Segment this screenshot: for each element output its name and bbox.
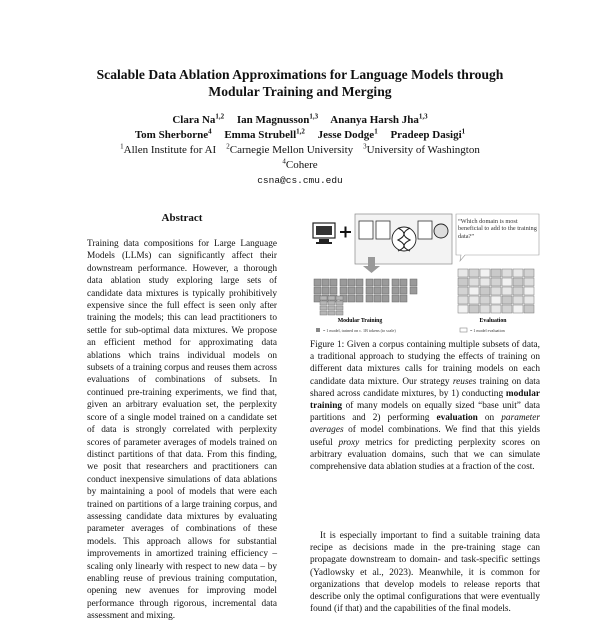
model-block <box>392 287 399 294</box>
evaluation-cell <box>491 305 501 313</box>
chart-icon <box>376 221 390 239</box>
evaluation-cell <box>469 296 479 304</box>
author-email[interactable]: csna@cs.cmu.edu <box>257 175 343 186</box>
model-block <box>400 287 407 294</box>
affiliation-row-2 <box>60 158 540 173</box>
book-icon <box>359 221 373 239</box>
caption-bold-modular: modular training <box>310 388 540 412</box>
model-block <box>314 279 321 286</box>
author-row-2 <box>60 128 540 143</box>
author-sup: 1,3 <box>418 112 428 121</box>
model-block <box>392 295 399 302</box>
caption-bold-evaluation: evaluation <box>436 413 478 424</box>
affiliation-sup: 2 <box>226 142 230 151</box>
affiliation-sup: 4 <box>282 157 286 166</box>
model-block <box>336 306 343 310</box>
affiliation-sup: 1 <box>120 142 124 151</box>
model-block <box>336 296 343 300</box>
caption-emph-proxy: proxy <box>338 437 360 448</box>
evaluation-cell <box>480 287 490 295</box>
figure-caption <box>310 339 540 473</box>
model-block <box>356 287 363 294</box>
author-name: Emma Strubell <box>224 129 297 141</box>
author-block <box>60 113 540 188</box>
model-block <box>374 295 381 302</box>
author-row-1 <box>60 113 540 128</box>
evaluation-cell <box>502 305 512 313</box>
model-block <box>320 306 327 310</box>
evaluation-cell <box>458 287 468 295</box>
label-modular-training: Modular Training <box>337 318 383 324</box>
model-block <box>382 295 389 302</box>
model-block <box>356 279 363 286</box>
speech-bubble <box>456 214 539 261</box>
evaluation-cell <box>502 269 512 277</box>
model-block <box>328 311 335 315</box>
evaluation-cell <box>458 269 468 277</box>
evaluation-cell <box>458 278 468 286</box>
model-block <box>356 295 363 302</box>
evaluation-cell <box>491 296 501 304</box>
model-block <box>410 287 417 294</box>
abstract-text: Training data compositions for Large Language Models (LLMs) can significantly affect their downstream performance. However, a thorough data ablation study exploring large sets of candidate data mixtures is typically prohibitively expensive since the full effect is seen only after training the models; this can lead practitioners to settle for sub-optimal data mixtures. We propose an efficient method for approximating data ablations which trains individual models on subsets of a training corpus and reuses them across evaluations of combinations of subsets. In continued pre-training experiments, we find that, given an arbitrary evaluation set, the perplexity score of a single model trained on a candidate set of data is strongly correlated with perplexity scores of parameter averages of models trained on distinct partitions of that data. From this finding, we posit that researchers and practitioners can conduct inexpensive simulations of data ablations by maintaining a pool of models that were each trained on partitions of a large training corpus, and assessing candidate data mixtures by evaluating parameter averages of combinations of these models. This approach allows for substantial improvements in amortized training efficiency – scaling only linearly with respect to new data – by enabling reuse of previous training computation, opening new avenues for improving model performance through rigorous, incremental data assessment and mixing. <box>87 239 277 622</box>
author-name: Tom Sherborne <box>134 129 209 141</box>
model-block <box>320 301 327 305</box>
model-block <box>320 296 327 300</box>
author-sup: 1 <box>374 127 378 136</box>
legend-eval-text: = 1 model evaluation <box>470 328 505 333</box>
model-block <box>322 287 329 294</box>
model-block <box>382 287 389 294</box>
evaluation-cell <box>480 305 490 313</box>
model-block <box>320 311 327 315</box>
caption-part: on <box>477 413 502 424</box>
caption-part: of model combinations. We find that this yields useful <box>310 425 540 448</box>
model-block <box>314 287 321 294</box>
caption-part: of many models on equally sized “base unit” data partitions and 2) performing <box>310 401 540 424</box>
affiliation: University of Washington <box>366 144 480 156</box>
modular-training-grid <box>314 279 417 315</box>
caption-part: metrics for predicting perplexity scores on arbitrary evaluation domains, such that we can simulate comprehensive data ablation studies at a fraction of the cost. <box>310 437 540 473</box>
model-block <box>340 287 347 294</box>
model-block <box>374 287 381 294</box>
title-line-2: Modular Training and Merging <box>208 84 392 99</box>
author-sup: 1,2 <box>296 127 305 136</box>
affiliation: Allen Institute for AI <box>123 144 217 156</box>
model-block <box>330 279 337 286</box>
model-block <box>392 279 399 286</box>
evaluation-cell <box>502 296 512 304</box>
corpus-icon <box>313 223 335 244</box>
model-block <box>348 279 355 286</box>
affiliation-row <box>60 143 540 158</box>
abstract-heading: Abstract <box>161 212 203 224</box>
figure-top-panel <box>313 214 539 273</box>
affiliation: Carnegie Mellon University <box>229 144 354 156</box>
paper-title <box>60 66 540 100</box>
model-block <box>366 287 373 294</box>
author-sup: 4 <box>208 127 212 136</box>
model-block <box>366 279 373 286</box>
legend-model-text: = 1 model, trained on c. 1B tokens (to scale) <box>323 328 396 333</box>
evaluation-cell <box>513 305 523 313</box>
model-block <box>348 295 355 302</box>
evaluation-cell <box>458 296 468 304</box>
body-paragraph: It is especially important to find a suitable training data recipe as decisions made in the pre-training stage can propagate downstream to domain- and task-specific settings (Yadlowsky et al., 2023). Meanwhile, it is common for organizations that develop models to release reports that describe only the optimal configurations that were eventually found (if that) and the capabilities of the final models. <box>310 531 540 615</box>
evaluation-cell <box>524 296 534 304</box>
model-block <box>374 279 381 286</box>
evaluation-cell <box>513 278 523 286</box>
author-sup: 1 <box>461 127 466 136</box>
evaluation-cell <box>469 269 479 277</box>
author-name: Pradeep Dasigi <box>390 129 462 141</box>
code-icon <box>418 221 432 239</box>
model-block <box>366 295 373 302</box>
evaluation-cell <box>513 287 523 295</box>
evaluation-cell <box>480 296 490 304</box>
caption-part: training on data shared across candidate mixtures, by 1) conducting <box>310 376 541 399</box>
legend <box>316 328 505 334</box>
caption-emph-reuses: reuses <box>452 376 477 387</box>
model-block <box>328 296 335 300</box>
evaluation-cell <box>469 287 479 295</box>
evaluation-grid <box>458 269 534 313</box>
caption-emph-param-avg: parameter averages <box>310 413 541 436</box>
label-evaluation: Evaluation <box>479 318 507 324</box>
model-block <box>330 287 337 294</box>
model-block <box>336 311 343 315</box>
evaluation-cell <box>524 278 534 286</box>
evaluation-cell <box>524 287 534 295</box>
affiliation-sup: 3 <box>363 142 367 151</box>
evaluation-cell <box>469 278 479 286</box>
evaluation-cell <box>513 296 523 304</box>
legend-model-icon <box>316 328 320 332</box>
evaluation-cell <box>491 278 501 286</box>
affiliation: Cohere <box>285 159 318 171</box>
evaluation-cell <box>524 269 534 277</box>
model-block <box>340 279 347 286</box>
evaluation-cell <box>480 269 490 277</box>
author-name: Ian Magnusson <box>236 114 310 126</box>
author-sup: 1,3 <box>309 112 319 121</box>
model-block <box>400 295 407 302</box>
evaluation-cell <box>458 305 468 313</box>
legend-eval-icon <box>460 328 467 332</box>
caption-part: Figure 1: Given a corpus containing multiple subsets of data, a traditional approach to studying the effects of training on different data mixtures calls for training models on each candidate data mixture. Our strategy <box>310 340 540 387</box>
evaluation-cell <box>491 287 501 295</box>
model-block <box>336 301 343 305</box>
evaluation-cell <box>502 287 512 295</box>
evaluation-cell <box>491 269 501 277</box>
plus-icon <box>340 227 351 238</box>
model-block <box>382 279 389 286</box>
model-block <box>348 287 355 294</box>
globe-icon <box>434 224 448 238</box>
evaluation-cell <box>502 278 512 286</box>
figure-question: “Which domain is most beneficial to add to the training data?” <box>458 218 537 240</box>
dna-icon <box>392 227 416 251</box>
author-name: Jesse Dodge <box>317 129 375 141</box>
model-block <box>400 279 407 286</box>
model-block <box>328 306 335 310</box>
evaluation-cell <box>513 269 523 277</box>
title-line-1: Scalable Data Ablation Approximations for Language Models through <box>96 67 504 82</box>
figure-1 <box>310 211 540 335</box>
evaluation-cell <box>524 305 534 313</box>
evaluation-cell <box>469 305 479 313</box>
model-block <box>410 279 417 286</box>
evaluation-cell <box>480 278 490 286</box>
author-name: Ananya Harsh Jha <box>330 114 419 126</box>
model-block <box>322 279 329 286</box>
model-block <box>328 301 335 305</box>
author-sup: 1,2 <box>215 112 225 121</box>
author-name: Clara Na <box>172 114 216 126</box>
